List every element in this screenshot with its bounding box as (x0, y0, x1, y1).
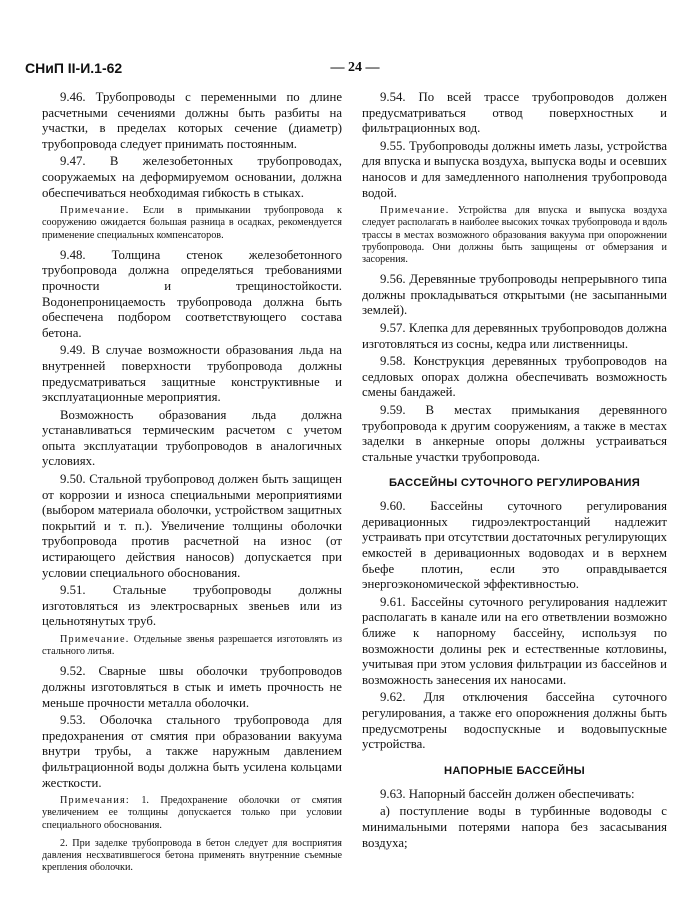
body-paragraph: 9.55. Трубопроводы должны иметь лазы, устройства для впуска и выпуска воздуха, выпуска воды и осевших наносов и для замедленного наполнения трубопровода водой. (362, 138, 667, 200)
note-text: Отдельные звенья разрешается изготовлять из стального литья. (42, 634, 342, 658)
page-header (25, 60, 660, 80)
note-text: Устройства для впуска и выпуска воздуха следует располагать в наиболее высоких точках трубопровода и вдоль трассы в местах возможного образования вакуума при опорожнении трубопровода. Они должны быть защищены от обмерзания и засорения. (362, 205, 667, 265)
body-paragraph: 9.60. Бассейны суточного регулирования деривационных гидроэлектростанций надлежит устраивать при отсутствии достаточных регулирующих емкостей в деривационных водоводах и в верхнем бьефе плотин, если это оправдывается энергоэкономической эффективностью. (362, 499, 667, 592)
section-heading: НАПОРНЫЕ БАССЕЙНЫ (443, 764, 586, 777)
note-paragraph (362, 205, 667, 266)
body-paragraph: 9.57. Клепка для деревянных трубопроводов должна изготовляться из сосны, кедра или лиственницы. (362, 320, 667, 351)
right-column (362, 90, 667, 853)
body-paragraph: 9.59. В местах примыкания деревянного трубопровода к другим сооружениям, а также в местах заделки в анкерные опоры должны устраиваться стальные участки трубопровода. (362, 402, 667, 464)
note-paragraph (42, 205, 342, 242)
body-paragraph: 9.62. Для отключения бассейна суточного регулирования, а также его опорожнения должны быть предусмотрены водоспускные и водовыпускные устройства. (362, 690, 667, 752)
body-paragraph: 9.52. Сварные швы оболочки трубопроводов должны изготовляться в стык и иметь прочность не меньше прочности металла оболочки. (42, 664, 342, 710)
body-paragraph: 9.61. Бассейны суточного регулирования надлежит располагать в канале или на его ответвлении возможно ближе к напорному бассейну, используя по возможности долины рек и естественные котловины, учитывая при этом условия фильтрации из бассейнов и возможность занесения их наносами. (362, 594, 667, 687)
body-paragraph: Возможность образования льда должна устанавливаться термическим расчетом с учетом опыта эксплуатации трубопроводов в аналогичных условиях. (42, 407, 342, 469)
note-label: Примечание. (380, 205, 450, 217)
body-paragraph: 9.50. Стальной трубопровод должен быть защищен от коррозии и износа специальными мероприятиями (выбором материала оболочки, устройством защитных покрытий и т. п.). Увеличение толщины оболочки трубопровода против расчетной на износ (от истирающего действия наносов) допускается при условии специального обоснования. (42, 472, 342, 580)
body-paragraph: 9.58. Конструкция деревянных трубопроводов на седловых опорах должна обеспечивать возможность смены бандажей. (362, 354, 667, 400)
body-paragraph: 9.47. В железобетонных трубопроводах, сооружаемых на деформируемом основании, должна обеспечиваться необходимая гибкость в стыках. (42, 154, 342, 200)
document-code: СНиП II-И.1-62 (25, 60, 123, 76)
note-paragraph (42, 838, 342, 875)
note-paragraph (42, 634, 342, 658)
body-paragraph: 9.51. Стальные трубопроводы должны изготовляться из электросварных звеньев или из цельнотянутых труб. (42, 583, 342, 629)
body-paragraph: 9.56. Деревянные трубопроводы непрерывного типа должны прокладываться открытыми (не засыпанными землей). (362, 272, 667, 318)
page-number: — 24 — (330, 60, 380, 75)
body-paragraph: 9.46. Трубопроводы с переменными по длине расчетными сечениями должны быть разбиты на участки, в пределах которых сечение (диаметр) трубопровода следует принимать постоянным. (42, 90, 342, 151)
note-text: 2. При заделке трубопровода в бетон следует для восприятия давления несхватившегося бетона применять внутренние съемные крепления оболочки. (42, 837, 342, 874)
body-paragraph: 9.54. По всей трассе трубопроводов должен предусматриваться отвод поверхностных и фильтрационных вод. (362, 90, 667, 136)
note-text: Если в примыкании трубопровода к сооружению ожидается большая разница в осадках, рекомендуется применение специальных компенсаторов. (42, 205, 342, 241)
body-paragraph: 9.48. Толщина стенок железобетонного трубопровода должна определяться требованиями прочности и трещиностойкости. Водонепроницаемость трубопровода должна быть обеспечена подбором соответствующего состава бетона. (42, 247, 342, 340)
note-text: 1. Предохранение оболочки от смятия увеличением ее толщины допускается только при условии специального обоснования. (42, 795, 342, 831)
note-label: Примечание. (60, 634, 130, 646)
body-paragraph: 9.53. Оболочка стального трубопровода для предохранения от смятия при образовании вакуума внутри трубы, а также наружным давлением фильтрационной воды должна быть усилена кольцами жесткости. (42, 713, 342, 790)
note-paragraph (42, 795, 342, 832)
left-column (42, 90, 342, 880)
body-paragraph: а) поступление воды в турбинные водоводы с минимальными потерями напора без засасывания воздуха; (362, 804, 667, 850)
body-paragraph: 9.49. В случае возможности образования льда на внутренней поверхности трубопровода должны предусматриваться защитные конструктивные и эксплуатационные мероприятия. (42, 343, 342, 405)
section-heading: БАССЕЙНЫ СУТОЧНОГО РЕГУЛИРОВАНИЯ (388, 477, 641, 490)
note-label: Примечание. (60, 205, 130, 217)
body-paragraph: 9.63. Напорный бассейн должен обеспечивать: (380, 786, 635, 801)
note-label: Примечания: (60, 795, 130, 807)
